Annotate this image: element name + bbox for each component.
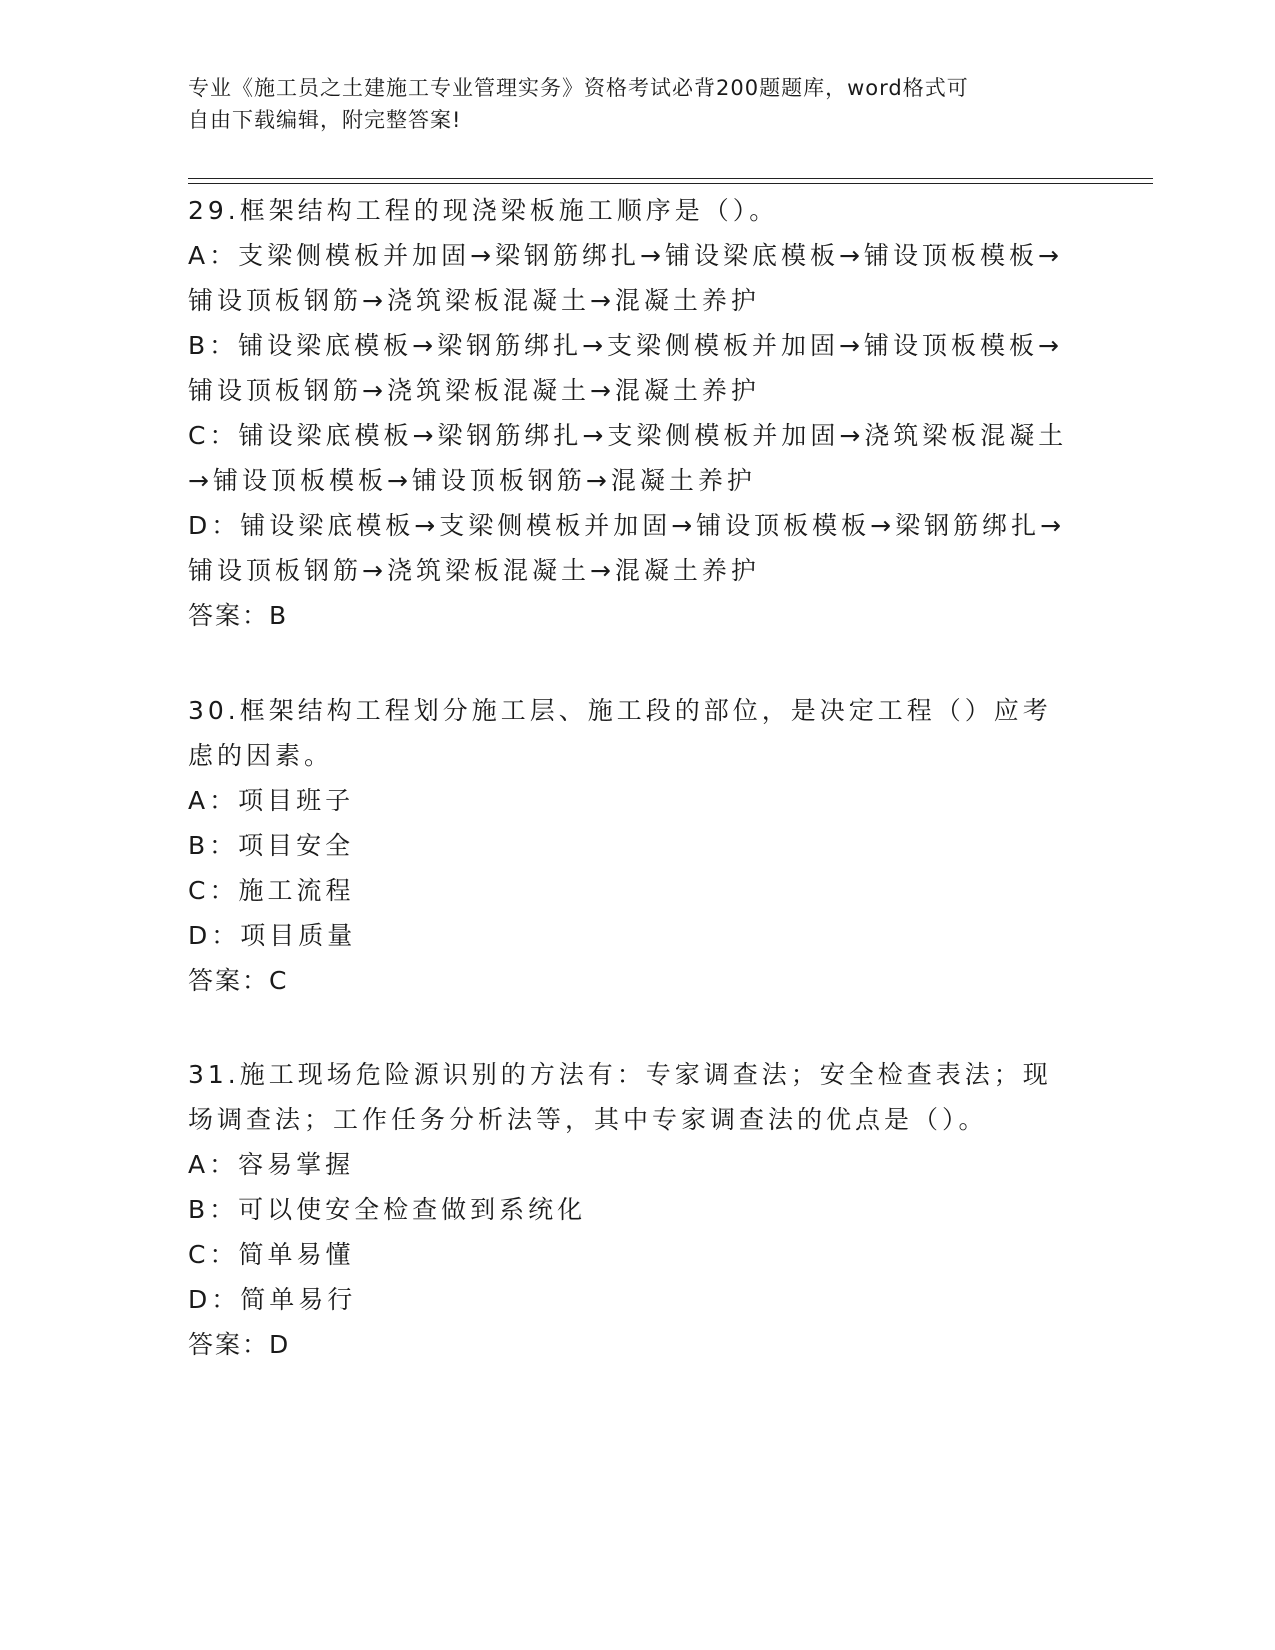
option-b: B：项目安全 (188, 831, 355, 860)
option-a: A：项目班子 (188, 786, 355, 815)
option-c: C：施工流程 (188, 876, 355, 905)
option-b: B：铺设梁底模板→梁钢筋绑扎→支梁侧模板并加固→铺设顶板模板→铺设顶板钢筋→浇筑梁板混凝土→混凝土养护 (188, 331, 1063, 405)
header-line-1: 专业《施工员之土建施工专业管理实务》资格考试必背200题题库，word格式可 (188, 76, 969, 100)
option-d: D：简单易行 (188, 1285, 357, 1314)
option-a: A：容易掌握 (188, 1150, 355, 1179)
option-b: B：可以使安全检查做到系统化 (188, 1195, 587, 1224)
option-a: A：支梁侧模板并加固→梁钢筋绑扎→铺设梁底模板→铺设顶板模板→铺设顶板钢筋→浇筑梁板混凝土→混凝土养护 (188, 241, 1063, 315)
header-line-2: 自由下载编辑，附完整答案! (188, 108, 462, 132)
question-stem: 31.施工现场危险源识别的方法有：专家调查法；安全检查表法；现场调查法；工作任务分析法等，其中专家调查法的优点是（）。 (188, 1060, 1052, 1134)
option-c: C：简单易懂 (188, 1240, 355, 1269)
option-d: D：项目质量 (188, 921, 357, 950)
question-29 (188, 188, 1068, 638)
question-30 (188, 688, 1068, 1003)
answer: 答案：D (188, 1330, 291, 1359)
header-divider-top (188, 178, 1153, 179)
question-stem: 29.框架结构工程的现浇梁板施工顺序是（）。 (188, 196, 779, 225)
option-d: D：铺设梁底模板→支梁侧模板并加固→铺设顶板模板→梁钢筋绑扎→铺设顶板钢筋→浇筑梁板混凝土→混凝土养护 (188, 511, 1066, 585)
question-stem: 30.框架结构工程划分施工层、施工段的部位，是决定工程（）应考虑的因素。 (188, 696, 1052, 770)
question-31 (188, 1052, 1068, 1367)
option-c: C：铺设梁底模板→梁钢筋绑扎→支梁侧模板并加固→浇筑梁板混凝土→铺设顶板模板→铺设顶板钢筋→混凝土养护 (188, 421, 1068, 495)
document-header (188, 72, 1068, 136)
header-divider-bottom (188, 183, 1153, 184)
answer: 答案：C (188, 966, 289, 995)
answer: 答案：B (188, 601, 289, 630)
